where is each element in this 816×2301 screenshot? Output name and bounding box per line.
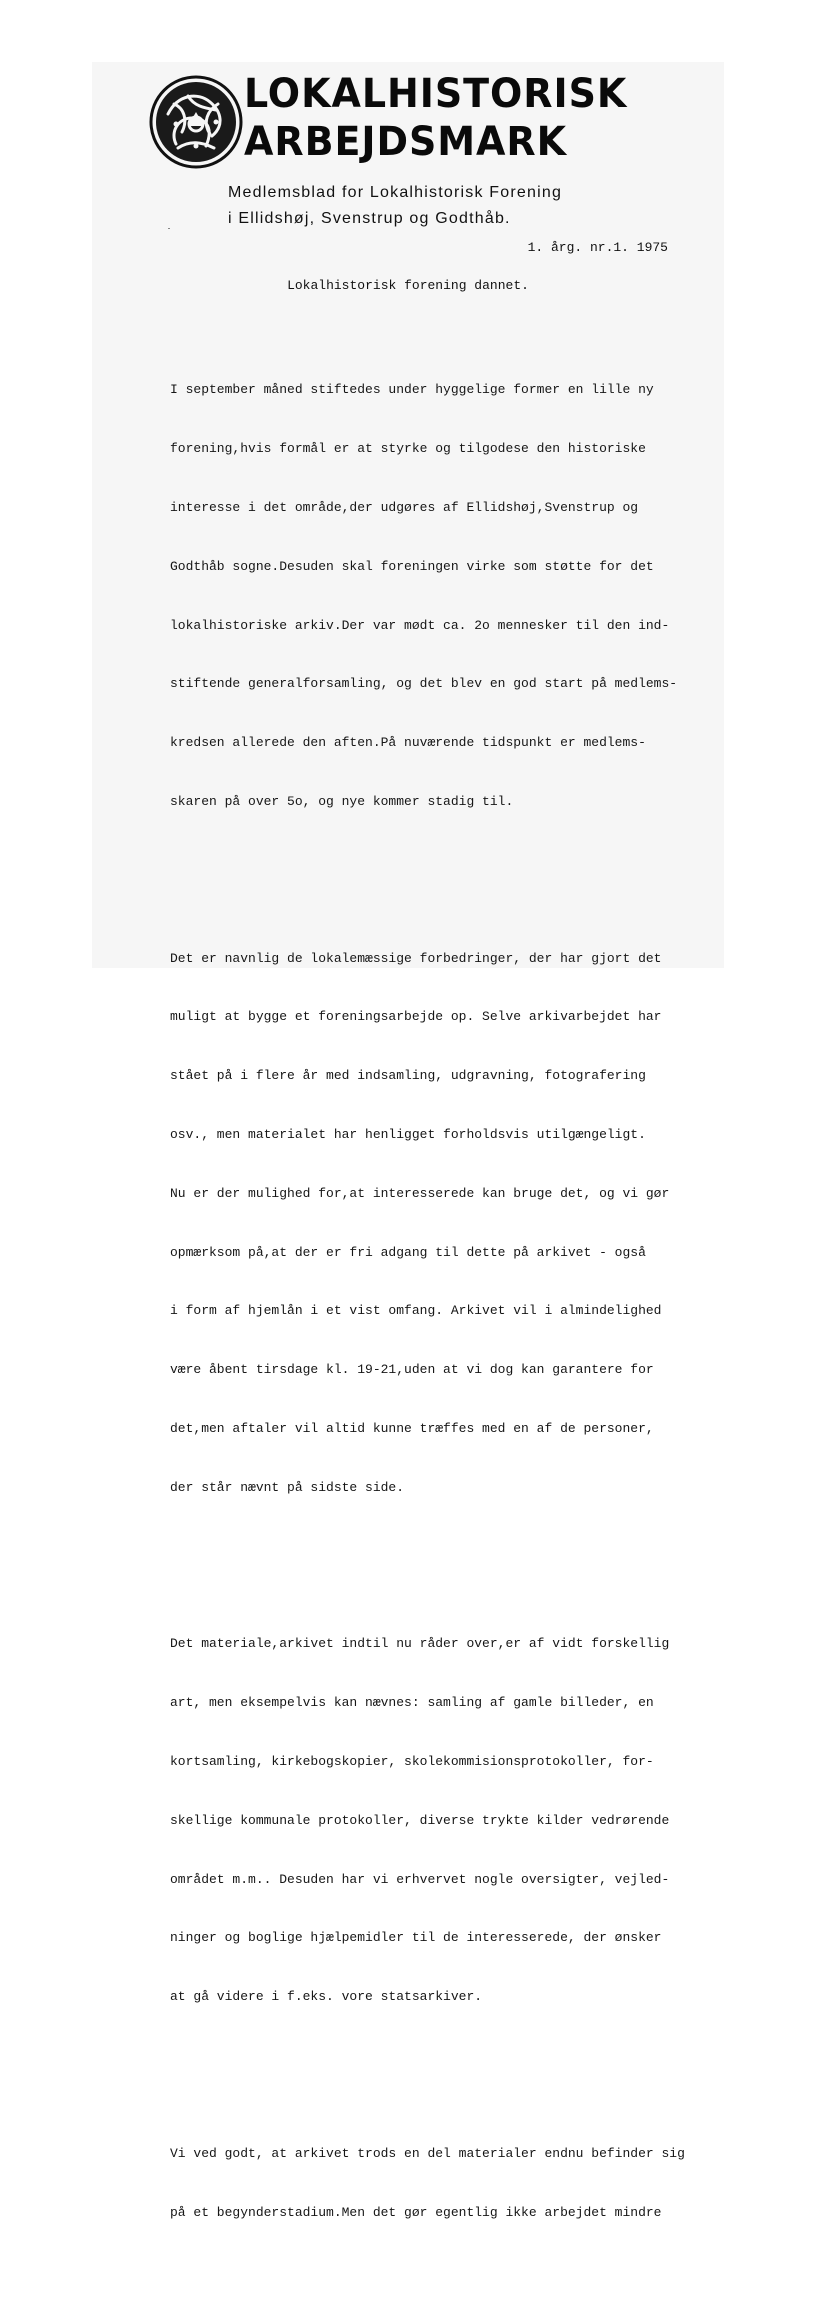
text-line: lokalhistoriske arkiv.Der var mødt ca. 2o mennesker til den ind- bbox=[170, 617, 670, 633]
text-line: osv., men materialet har henligget forholdsvis utilgængeligt. bbox=[170, 1126, 646, 1142]
masthead-title bbox=[244, 70, 647, 166]
text-line: på et begynderstadium.Men det gør egentlig ikke arbejdet mindre bbox=[170, 2204, 662, 2220]
subtitle-line-2: i Ellidshøj, Svenstrup og Godthåb. bbox=[228, 210, 511, 227]
text-line: stiftende generalforsamling, og det blev en god start på medlems- bbox=[170, 676, 678, 692]
text-line: interesse i det område,der udgøres af Ellidshøj,Svenstrup og bbox=[170, 499, 639, 515]
text-line: kortsamling, kirkebogskopier, skolekommisionsprotokoller, for- bbox=[170, 1753, 654, 1769]
text-line: være åbent tirsdage kl. 19-21,uden at vi dog kan garantere for bbox=[170, 1362, 654, 1378]
paragraph bbox=[170, 2105, 710, 2262]
masthead-line-2: ARBEJDSMARK bbox=[244, 119, 568, 165]
text-line: Godthåb sogne.Desuden skal foreningen virke som støtte for det bbox=[170, 558, 654, 574]
text-line: at gå videre i f.eks. vore statsarkiver. bbox=[170, 1989, 483, 2005]
text-line: det,men aftaler vil altid kunne træffes med en af de personer, bbox=[170, 1420, 654, 1436]
text-line: muligt at bygge et foreningsarbejde op. Selve arkivarbejdet har bbox=[170, 1009, 662, 1025]
text-line: Det materiale,arkivet indtil nu råder over,er af vidt forskellig bbox=[170, 1636, 670, 1652]
text-line: skaren på over 5o, og nye kommer stadig til. bbox=[170, 793, 514, 809]
text-line: Det er navnlig de lokalemæssige forbedringer, der har gjort det bbox=[170, 950, 662, 966]
text-line: i form af hjemlån i et vist omfang. Arkivet vil i almindelighed bbox=[170, 1303, 662, 1319]
text-line: Vi ved godt, at arkivet trods en del materialer endnu befinder sig bbox=[170, 2145, 685, 2161]
knot-emblem-logo bbox=[148, 74, 244, 170]
text-line: der står nævnt på sidste side. bbox=[170, 1479, 405, 1495]
text-line: området m.m.. Desuden har vi erhvervet nogle oversigter, vejled- bbox=[170, 1871, 670, 1887]
text-line: skellige kommunale protokoller, diverse trykte kilder vedrørende bbox=[170, 1812, 670, 1828]
text-line: I september måned stiftedes under hyggelige former en lille ny bbox=[170, 382, 654, 398]
article-body bbox=[170, 302, 710, 2301]
subtitle-line-1: Medlemsblad for Lokalhistorisk Forening bbox=[228, 184, 563, 201]
issue-number: 1. årg. nr.1. 1975 bbox=[527, 240, 668, 255]
scan-speck bbox=[168, 228, 170, 229]
text-line: Nu er der mulighed for,at interesserede kan bruge det, og vi gør bbox=[170, 1185, 670, 1201]
text-line: art, men eksempelvis kan nævnes: samling af gamle billeder, en bbox=[170, 1695, 654, 1711]
paragraph bbox=[170, 1595, 710, 2046]
paragraph bbox=[170, 341, 710, 850]
masthead-line-1: LOKALHISTORISK bbox=[244, 71, 628, 117]
text-line: kredsen allerede den aften.På nuværende tidspunkt er medlems- bbox=[170, 735, 646, 751]
masthead-subtitle bbox=[228, 180, 562, 232]
text-line: ninger og boglige hjælpemidler til de interesserede, der ønsker bbox=[170, 1930, 662, 1946]
paragraph bbox=[170, 909, 710, 1536]
text-line: forening,hvis formål er at styrke og tilgodese den historiske bbox=[170, 441, 646, 457]
article-headline: Lokalhistorisk forening dannet. bbox=[287, 278, 529, 293]
text-line: opmærksom på,at der er fri adgang til dette på arkivet - også bbox=[170, 1244, 646, 1260]
text-line: stået på i flere år med indsamling, udgravning, fotografering bbox=[170, 1068, 646, 1084]
